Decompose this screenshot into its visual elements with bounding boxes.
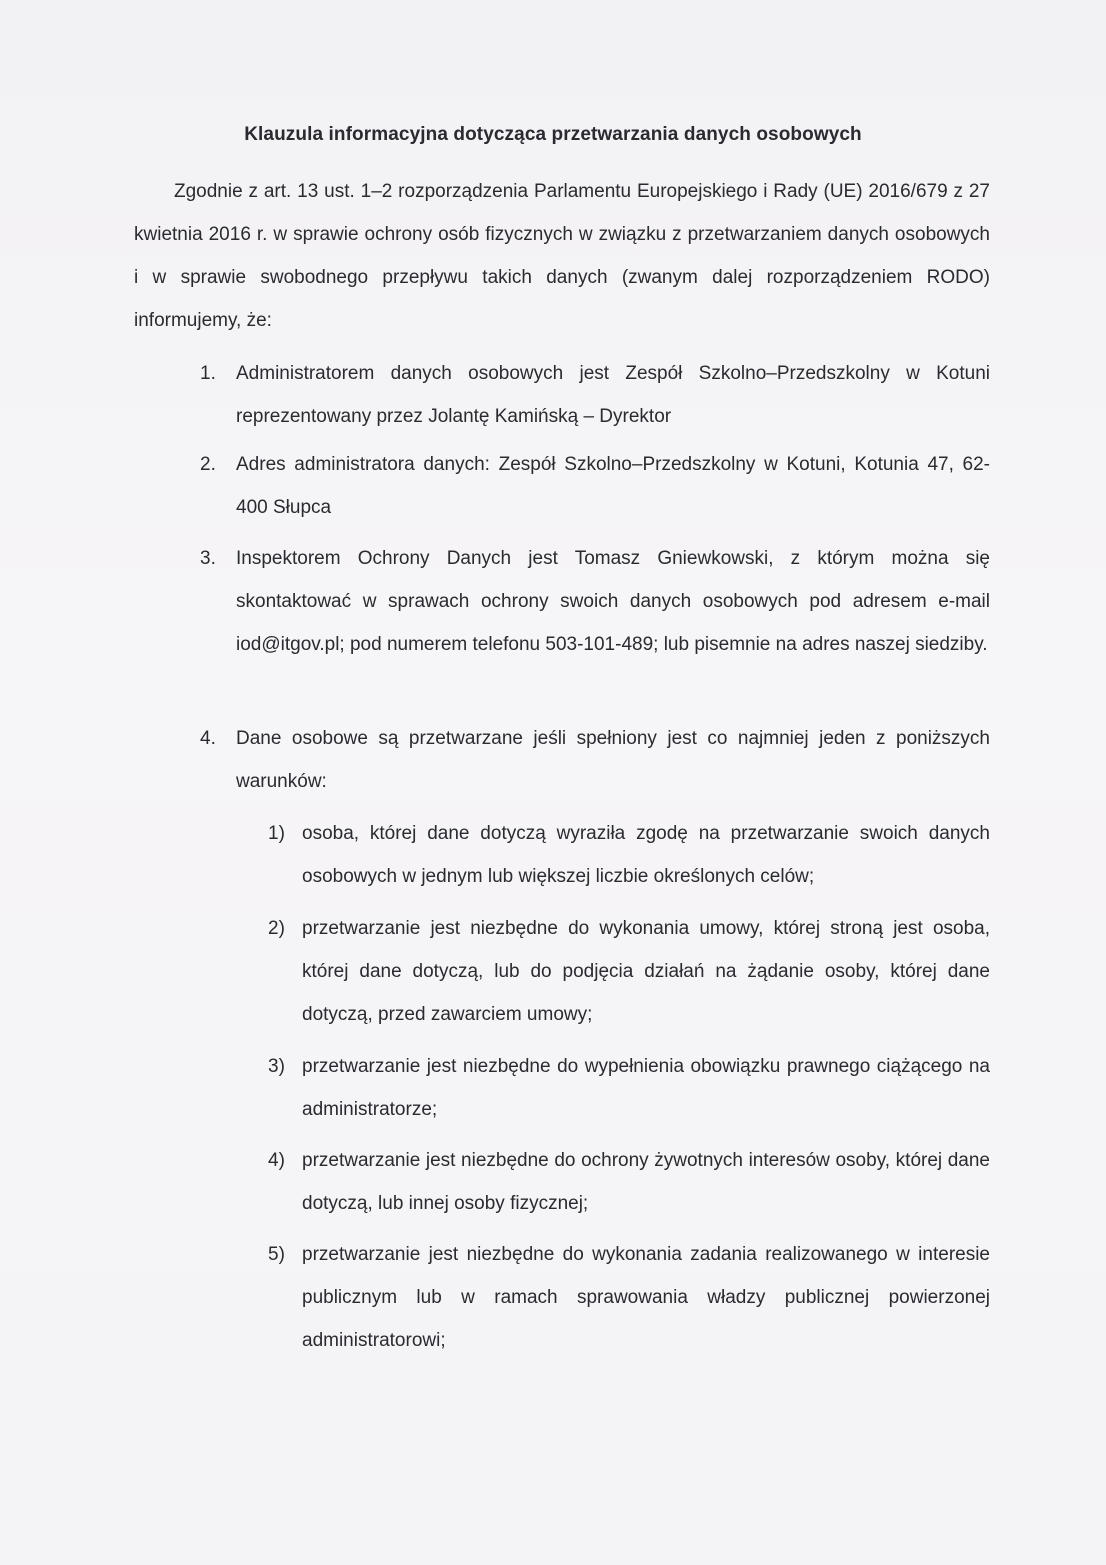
list-item-number: 4. <box>200 728 216 749</box>
list-item-text: Dane osobowe są przetwarzane jeśli spełniony jest co najmniej jeden z poniższych warunków: <box>236 728 990 792</box>
list-item-text: Adres administratora danych: Zespół Szkolno–Przedszkolny w Kotuni, Kotunia 47, 62-400 Słupca <box>236 454 990 518</box>
sub-list-item-text: przetwarzanie jest niezbędne do wykonania zadania realizowanego w interesie publicznym lub w ramach sprawowania władzy publicznej powierzonej administratorowi; <box>302 1244 990 1351</box>
sub-list-item-number: 4) <box>268 1150 285 1171</box>
list-item <box>200 717 990 803</box>
sub-list-item-text: przetwarzanie jest niezbędne do wypełnienia obowiązku prawnego ciążącego na administratorze; <box>302 1056 990 1120</box>
sub-list-item-number: 2) <box>268 918 285 939</box>
sub-list-item-number: 3) <box>268 1056 285 1077</box>
sub-list-item-text: przetwarzanie jest niezbędne do wykonania umowy, której stroną jest osoba, której dane dotyczą, lub do podjęcia działań na żądanie osoby, której dane dotyczą, przed zawarciem umowy; <box>302 918 990 1025</box>
sub-list-item <box>268 1233 990 1362</box>
document-title: Klauzula informacyjna dotycząca przetwarzania danych osobowych <box>244 124 862 145</box>
sub-list-item-number: 5) <box>268 1244 285 1265</box>
sub-list-item <box>268 812 990 898</box>
list-item-text: Administratorem danych osobowych jest Zespół Szkolno–Przedszkolny w Kotuni reprezentowany przez Jolantę Kamińską – Dyrektor <box>236 363 990 427</box>
sub-list-item <box>268 907 990 1036</box>
intro-paragraph: Zgodnie z art. 13 ust. 1–2 rozporządzenia Parlamentu Europejskiego i Rady (UE) 2016/679 z 27 kwietnia 2016 r. w sprawie ochrony osób fizycznych w związku z przetwarzaniem danych osobowych i w sprawie swobodnego przepływu takich danych (zwanym dalej rozporządzeniem RODO) informujemy, że: <box>134 181 990 331</box>
list-item-number: 1. <box>200 363 216 384</box>
list-item <box>200 352 990 438</box>
list-item-number: 2. <box>200 454 216 475</box>
sub-list-item <box>268 1139 990 1225</box>
list-item-number: 3. <box>200 548 216 569</box>
list-item-text: Inspektorem Ochrony Danych jest Tomasz Gniewkowski, z którym można się skontaktować w sprawach ochrony swoich danych osobowych pod adresem e-mail iod@itgov.pl; pod numerem telefonu 503-101-489; lub pisemnie na adres naszej siedziby. <box>236 548 990 655</box>
list-item <box>200 443 990 529</box>
sub-list-item-number: 1) <box>268 823 285 844</box>
sub-list-item-text: osoba, której dane dotyczą wyraziła zgodę na przetwarzanie swoich danych osobowych w jednym lub większej liczbie określonych celów; <box>302 823 990 887</box>
list-item <box>200 537 990 666</box>
sub-list-item-text: przetwarzanie jest niezbędne do ochrony żywotnych interesów osoby, której dane dotyczą, lub innej osoby fizycznej; <box>302 1150 990 1214</box>
sub-list-item <box>268 1045 990 1131</box>
